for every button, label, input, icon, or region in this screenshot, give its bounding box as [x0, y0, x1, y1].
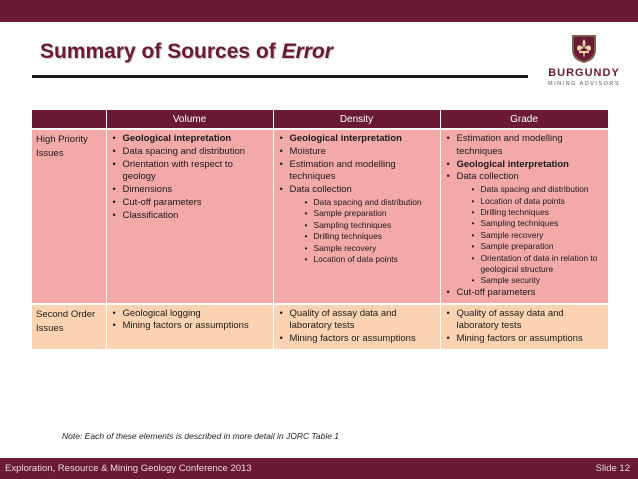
sub-bullet-list [290, 197, 436, 265]
table-header-row [32, 110, 608, 129]
sub-list-item: • Sample recovery [481, 230, 604, 241]
list-item [123, 146, 269, 159]
item-text: Estimation and modelling techniques [289, 158, 396, 183]
bullet-list [445, 133, 604, 300]
item-text: Cut-off parameters [456, 286, 536, 298]
footnote: Note: Each of these elements is described in more detail in JORC Table 1 [62, 431, 340, 441]
cell-grade [440, 129, 608, 304]
list-item [290, 159, 436, 185]
list-item [457, 159, 604, 172]
item-text: Estimation and modelling techniques [456, 133, 563, 157]
cell-density [273, 304, 440, 349]
sub-list-item: • Sample recovery [314, 243, 436, 254]
slide-number: Slide 12 [595, 463, 630, 474]
bullet-list [278, 308, 436, 346]
sub-list-item: • Sample security [481, 275, 604, 286]
list-item [123, 133, 269, 146]
sub-list-item: • Data spacing and distribution [314, 197, 436, 208]
sub-list-item: • Drilling techniques [314, 231, 436, 242]
list-item [290, 184, 436, 197]
cell-density [273, 129, 440, 304]
list-item [290, 146, 436, 159]
list-item [123, 159, 269, 185]
list-item [457, 171, 604, 184]
list-item [290, 133, 436, 146]
list-item [123, 308, 269, 321]
sub-list-item: • Sample preparation [481, 241, 604, 252]
sub-list-item: • Data spacing and distribution [481, 184, 604, 195]
bullet-list [278, 133, 436, 265]
item-text: Cut-off parameters [122, 196, 202, 208]
item-text: Data spacing and distribution [122, 145, 246, 157]
title-main: Summary of Sources of [40, 40, 282, 63]
header-volume: Volume [106, 110, 273, 129]
header-grade: Grade [440, 110, 608, 129]
item-text: Mining factors or assumptions [122, 320, 249, 332]
list-item [457, 287, 604, 300]
row-label: Second Order Issues [32, 304, 106, 349]
row-label: High Priority Issues [32, 129, 106, 304]
item-text: Geological interpretation [456, 158, 569, 170]
item-text: Quality of assay data and laboratory tests [456, 307, 564, 332]
sub-list-item: • Location of data points [481, 196, 604, 207]
list-item [290, 333, 436, 346]
footer-conference: Exploration, Resource & Mining Geology Conference 2013 [5, 463, 252, 474]
logo-name: BURGUNDY [548, 67, 620, 79]
item-text: Geological logging [122, 307, 201, 319]
item-text: Mining factors or assumptions [289, 333, 416, 345]
slide-title [40, 40, 333, 64]
cell-volume [106, 129, 273, 304]
item-text: Dimensions [122, 184, 173, 196]
list-item [457, 333, 604, 346]
cell-volume [106, 304, 273, 349]
list-item [457, 133, 604, 159]
logo [538, 34, 630, 92]
sub-list-item: • Drilling techniques [481, 207, 604, 218]
item-text: Data collection [289, 184, 352, 196]
sub-list-item: • Location of data points [314, 254, 436, 265]
sub-list-item: • Orientation of data in relation to geological structure [481, 253, 604, 276]
item-text: Data collection [456, 171, 519, 183]
item-text: Moisture [289, 145, 326, 157]
item-text: Mining factors or assumptions [456, 333, 583, 345]
item-text: Classification [122, 209, 179, 221]
sub-list-item: • Sampling techniques [481, 218, 604, 229]
title-underline [32, 75, 528, 78]
title-emphasis: Error [281, 40, 333, 63]
item-text: Geological interpretation [289, 133, 402, 144]
list-item [123, 197, 269, 210]
cell-grade [440, 304, 608, 349]
item-text: Geological intepretation [122, 133, 232, 144]
item-text: Quality of assay data and laboratory tests [289, 307, 397, 332]
header-density: Density [273, 110, 440, 129]
list-item [123, 210, 269, 223]
list-item [123, 320, 269, 333]
list-item [457, 308, 604, 334]
list-item [123, 184, 269, 197]
item-text: Orientation with respect to geology [122, 158, 233, 183]
header-empty [32, 110, 106, 129]
bullet-list [111, 308, 269, 334]
top-bar [0, 0, 638, 22]
sub-list-item: • Sample preparation [314, 208, 436, 219]
bullet-list [111, 133, 269, 223]
table-row-second-order [32, 304, 608, 349]
sub-list-item: • Sampling techniques [314, 220, 436, 231]
sub-bullet-list [457, 184, 604, 287]
logo-subtitle: MINING ADVISORS [547, 81, 620, 87]
table-row-high-priority [32, 129, 608, 304]
list-item [290, 308, 436, 334]
bullet-list [445, 308, 604, 346]
fleur-de-lis-shield-icon [571, 34, 597, 64]
sources-of-error-table [32, 110, 609, 349]
footer-bar [0, 458, 638, 479]
